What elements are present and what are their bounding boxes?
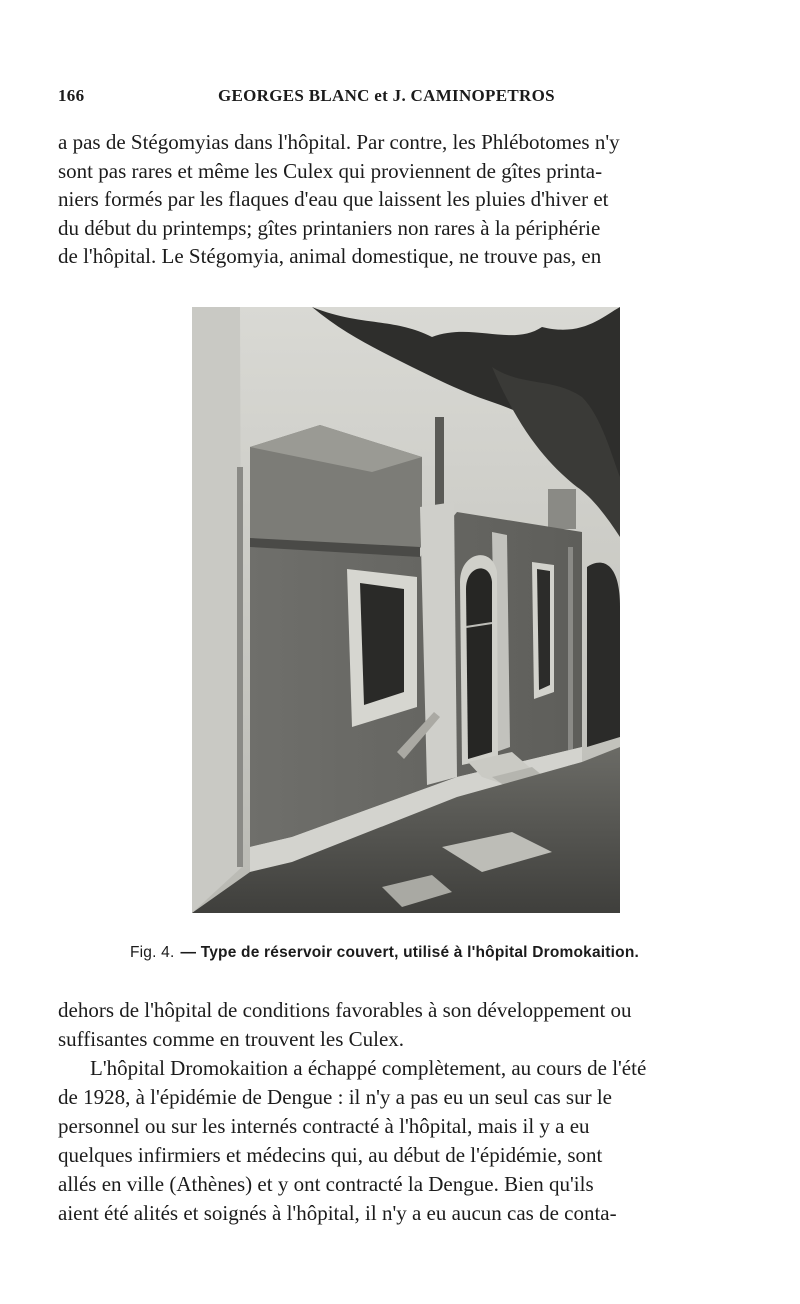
figure-caption: [130, 944, 730, 962]
figure-caption-text: — Type de réservoir couvert, utilisé à l'hôpital Dromokaition.: [180, 944, 640, 961]
page-number: 166: [58, 86, 85, 105]
text-line: de l'hôpital. Le Stégomyia, animal domestique, ne trouve pas, en: [58, 244, 602, 268]
text-line: aient été alités et soignés à l'hôpital, il n'y a eu aucun cas de conta-: [58, 1201, 617, 1225]
photo-illustration: [192, 307, 620, 913]
text-line: personnel ou sur les internés contracté à l'hôpital, mais il y a eu: [58, 1114, 590, 1138]
text-line: quelques infirmiers et médecins qui, au début de l'épidémie, sont: [58, 1143, 603, 1167]
text-line: dehors de l'hôpital de conditions favorables à son développement ou: [58, 998, 632, 1022]
figure-photo-hospital-building: [192, 307, 620, 913]
running-head: [58, 86, 718, 110]
text-line: a pas de Stégomyias dans l'hôpital. Par contre, les Phlébotomes n'y: [58, 130, 620, 154]
text-line: sont pas rares et même les Culex qui proviennent de gîtes printa-: [58, 158, 603, 183]
text-line: du début du printemps; gîtes printaniers non rares à la périphérie: [58, 215, 601, 240]
figure-label: Fig. 4.: [130, 944, 175, 961]
text-line: suffisantes comme en trouvent les Culex.: [58, 1027, 405, 1051]
header-title: GEORGES BLANC et J. CAMINOPETROS: [218, 86, 555, 105]
paragraph-bottom: [58, 996, 734, 1228]
text-line: L'hôpital Dromokaition a échappé complètement, au cours de l'été: [90, 1056, 647, 1080]
paragraph-top: [58, 128, 734, 271]
text-line: allés en ville (Athènes) et y ont contracté la Dengue. Bien qu'ils: [58, 1172, 594, 1196]
text-line: niers formés par les flaques d'eau que laissent les pluies d'hiver et: [58, 187, 609, 211]
text-line: de 1928, à l'épidémie de Dengue : il n'y a pas eu un seul cas sur le: [58, 1085, 612, 1109]
